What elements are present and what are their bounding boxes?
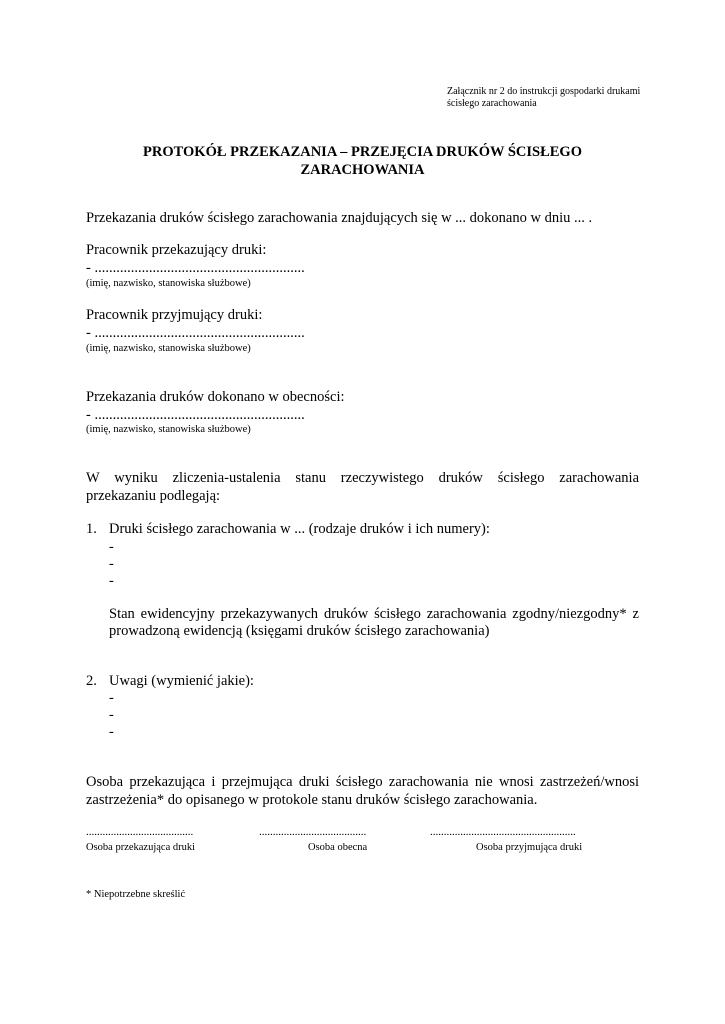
item-2-number: 2. [86, 673, 97, 689]
result-line-1: W wyniku zliczenia-ustalenia stanu rzeczywistego druków ścisłego zarachowania [86, 470, 639, 486]
item-1-dash-2: - [109, 556, 114, 572]
handing-employee-label: Pracownik przekazujący druki: [86, 242, 267, 258]
declaration-line-1: Osoba przekazująca i przejmująca druki ścisłego zarachowania nie wnosi zastrzeżeń/wnosi [86, 774, 639, 790]
item-1-text: Druki ścisłego zarachowania w ... (rodzaje druków i ich numery): [109, 521, 490, 537]
annex-line-1: Załącznik nr 2 do instrukcji gospodarki drukami [447, 86, 641, 97]
receiving-employee-hint: (imię, nazwisko, stanowiska służbowe) [86, 343, 251, 354]
presence-hint: (imię, nazwisko, stanowiska służbowe) [86, 424, 251, 435]
item-1-status-line-1: Stan ewidencyjny przekazywanych druków ścisłego zarachowania zgodny/niezgodny* z [109, 606, 639, 622]
handing-employee-field: - .......................................................... [86, 260, 305, 276]
signature-label-present: Osoba obecna [308, 842, 368, 853]
signature-label-receiving: Osoba przyjmująca druki [476, 842, 583, 853]
annex-line-2: ścisłego zarachowania [447, 98, 537, 109]
item-1-dash-1: - [109, 539, 114, 555]
presence-field: - .......................................................... [86, 407, 305, 423]
declaration-line-2: zastrzeżenia* do opisanego w protokole stanu druków ścisłego zarachowania. [86, 792, 538, 808]
signature-label-handing: Osoba przekazująca druki [86, 842, 196, 853]
footnote: * Niepotrzebne skreślić [86, 889, 186, 900]
handing-employee-hint: (imię, nazwisko, stanowiska służbowe) [86, 278, 251, 289]
receiving-employee-label: Pracownik przyjmujący druki: [86, 307, 263, 323]
item-1-status-line-2: prowadzoną ewidencją (księgami druków ścisłego zarachowania) [109, 623, 490, 639]
item-1-dash-3: - [109, 573, 114, 589]
signature-field-receiving: ..................................................... [430, 826, 576, 838]
result-line-2: przekazaniu podlegają: [86, 488, 221, 504]
item-2-dash-2: - [109, 707, 114, 723]
title-line-2: ZARACHOWANIA [300, 162, 425, 178]
item-2-text: Uwagi (wymienić jakie): [109, 673, 254, 689]
intro-sentence: Przekazania druków ścisłego zarachowania znajdujących się w ... dokonano w dniu ... . [86, 210, 593, 226]
item-1-number: 1. [86, 521, 97, 537]
receiving-employee-field: - .......................................................... [86, 325, 305, 341]
title-line-1: PROTOKÓŁ PRZEKAZANIA – PRZEJĘCIA DRUKÓW ŚCISŁEGO [143, 144, 582, 160]
item-2-dash-3: - [109, 724, 114, 740]
annex-note [447, 86, 640, 110]
signature-field-handing: ....................................... [86, 826, 194, 838]
presence-label: Przekazania druków dokonano w obecności: [86, 389, 345, 405]
document-title [86, 143, 639, 179]
item-2-dash-1: - [109, 690, 114, 706]
signature-field-present: ....................................... [259, 826, 367, 838]
